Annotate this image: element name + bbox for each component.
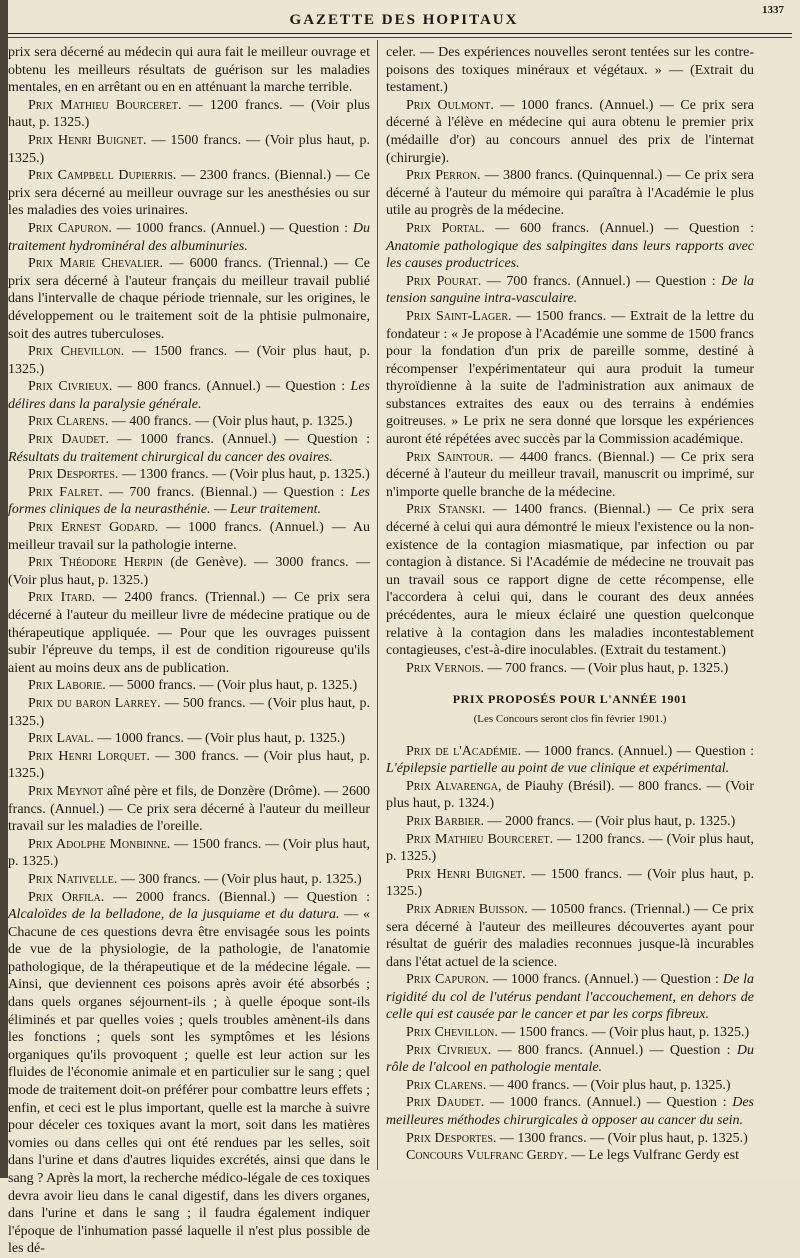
prize-entry [386,1077,754,1095]
prize-text: — 2300 francs. (Biennal.) — Ce prix sera décerné au meilleur ouvrage sur les anesthésies ou sur les maladies des voies urinaires. [8,168,370,219]
prize-name: Prix Théodore Herpin [28,555,163,571]
prize-entry [8,255,370,343]
prize-text: (de Genève). — 3000 francs. — (Voir plus haut, p. 1325.) [8,555,370,588]
prize-question: Résultats du traitement chirurgical du cancer des ovaires. [8,449,333,465]
prize-name: Prix Campbell Dupierris. [28,168,177,184]
prize-entry [386,778,754,813]
prize-name: Prix Daudet. [28,432,109,448]
prize-entry [386,901,754,971]
prize-name: Prix Vernois. [406,660,484,676]
prize-name: Prix Chevillon. [406,1025,498,1041]
prize-text: — 1500 francs. — (Voir plus haut, p. 1325.) [386,866,754,900]
section-heading: PRIX PROPOSÉS POUR L'ANNÉE 1901 [452,692,688,707]
prize-name: Prix Civrieux. [28,379,113,395]
prize-entry [386,866,754,901]
prize-name: Prix Adolphe Monbinne. [28,836,171,852]
section-note: (Les Concours seront clos fin février 1901.) [473,712,667,725]
prize-entry [8,783,370,836]
prize-text: — 2000 francs. (Biennal.) — Question : [104,889,370,905]
prize-name: Prix Laval. [28,731,94,747]
prize-text: — Le legs Vulfranc Gerdy est [567,1148,740,1164]
prize-entry [8,836,370,871]
prize-text: — 1000 francs. (Annuel.) — Ce prix sera décerné à l'élève en médecine qui aura obtenu le premier prix (médaille d'or) au concours annuel des prix de l'internat (chirurgie). [386,97,754,166]
prize-text: — 400 francs. — (Voir plus haut, p. 1325.) [486,1077,731,1093]
prize-text: — 1000 francs. (Annuel.) — Au meilleur travail sur la pathologie interne. [8,520,370,553]
prize-text: — 700 francs. — (Voir plus haut, p. 1325.) [483,660,729,676]
prize-entry [8,730,370,748]
prize-text: — 1300 francs. — (Voir plus haut, p. 1325.) [118,467,370,483]
prize-text: celer. — Des expériences nouvelles seront tentées sur les contre-poisons des toxiques minéraux et végétaux. » — (Extrait du testament.) [386,45,754,96]
prize-text: — 1500 francs. — (Voir plus haut, p. 1325.) [8,344,370,377]
prize-question: Les délires dans la paralysie générale. [8,379,370,412]
column-divider [377,40,378,1170]
prize-entry [8,167,370,220]
prize-entry [386,743,754,778]
prize-text: — 800 francs. (Annuel.) — Question : [491,1042,737,1058]
prize-entry [386,167,754,220]
prize-entry [8,589,370,677]
prize-entry [386,1042,754,1077]
prize-entry [386,1130,754,1148]
prize-name: Prix Chevillon. [28,344,125,360]
prize-name: Prix Saint-Lager. [406,308,512,324]
prize-text: — 500 francs. — (Voir plus haut, p. 1325.) [8,695,370,729]
prize-question: L'épilepsie partielle au point de vue clinique et expérimental. [386,761,730,777]
prize-entry [8,413,370,431]
prize-question: Anatomie pathologique des salpingites dans leurs rapports avec les causes productrices. [386,238,754,272]
prize-entry [386,501,754,659]
prize-entry [8,378,370,413]
prize-text: — 1400 francs. (Biennal.) — Ce prix sera décerné à celui qui aura démontré le mieux l'existence ou la non-existence de la contagion miasmatique, par infection ou par contagion à distance. Si l'Académie de médecine ne trouvait pas un travail sous ce rapport digne de cette récompense, elle l'accordera à celui qui, dans le courant des deux années précédentes, aura le mieux éclairé une question quelconque relative à la contagion dans les maladies incontestablement contagieuses, c'est-à-dire inoculables. (Extrait du testament.) [386,502,754,659]
right-column [386,44,754,1165]
prize-name: Prix Clarens. [406,1077,487,1093]
prize-name: Prix de l'Académie. [406,743,521,759]
prize-entry [8,889,370,1258]
prize-name: Prix Mathieu Bourceret. [28,97,182,113]
prize-text: — 1500 francs. — (Voir plus haut, p. 1325.) [8,836,370,870]
prize-entry [8,132,370,167]
prize-text: — 6000 francs. (Triennal.) — Ce prix sera décerné à l'auteur français du meilleur travail publié dans l'intervalle de chaque période triennale, sur les origines, le développement ou le traitement soit de la phtisie pulmonaire, soit des autres tuberculoses. [8,256,370,342]
right-column-prizes-1900 [386,44,754,677]
prize-name: Prix Desportes. [28,467,119,483]
prize-text: — 4400 francs. (Biennal.) — Ce prix sera décerné à l'auteur du meilleur travail, manuscrit ou imprimé, sur n'importe quelle branche de la médecine. [386,449,755,500]
prize-entry [386,97,754,167]
prize-text: — 1200 francs. — (Voir plus haut, p. 1325.) [386,831,754,865]
prize-entry [386,220,754,273]
prize-entry [8,431,370,466]
prize-question: Du rôle de l'alcool en pathologie mentale. [386,1042,755,1076]
header-rule [8,33,792,34]
prize-text: — 2000 francs. — (Voir plus haut, p. 1325.) [484,813,736,829]
header-rule-thin [8,37,792,38]
prize-question: De la tension sanguine intra-vasculaire. [386,273,754,307]
prize-question: Des meilleures méthodes chirurgicales à opposer au cancer du sein. [386,1095,755,1129]
prize-text: — 1000 francs. (Annuel.) — Question : [111,220,353,236]
prize-text: — 700 francs. (Annuel.) — Question : [481,273,722,289]
prize-name: Prix Alvarenga, [406,778,502,794]
prize-text: prix sera décerné au médecin qui aura fait le meilleur ouvrage et obtenu les meilleurs résultats de guérison sur les maladies mentales, en en arrêtant ou en en atténuant la marche terrible. [8,45,370,96]
prize-entry [386,831,754,866]
prize-text: — 5000 francs. — (Voir plus haut, p. 1325.) [105,678,358,694]
prize-name: Prix Itard. [28,590,96,606]
prize-name: Prix du baron Larrey. [28,695,161,711]
prize-entry [386,660,754,678]
prize-text: — 1500 francs. — Extrait de la lettre du fondateur : « Je propose à l'Académie une somme de 1500 francs pour la fondation d'un prix de pareille somme, destiné à récompenser l'expérimentateur qui aura produit la tumeur thyroïdienne à la suite de l'administration aux animaux de substances extraites des eaux ou des terrains à endémies goitreuses. » Le prix ne sera donné que lorsque les expériences auront été répétées avec succès par la Commission académique. [386,308,754,448]
prize-entry [386,1147,754,1165]
prize-question: Du traitement hydrominéral des albuminuries. [8,220,370,254]
prize-name: Prix Henri Buignet. [406,866,526,882]
prize-name: Concours Vulfranc Gerdy. [406,1148,568,1164]
prize-entry [8,44,370,97]
prize-entry [8,554,370,589]
prize-entry [8,466,370,484]
prize-name: Prix Oulmont. [406,97,494,113]
prize-entry [386,44,754,97]
prize-entry [8,677,370,695]
prize-entry [386,449,754,502]
prize-entry [8,97,370,132]
prize-entry [8,484,370,519]
prize-name: Prix Pourat. [406,273,482,289]
prize-name: Prix Saintour. [406,449,494,465]
page-header [8,4,800,34]
prize-question: Les formes cliniques de la neurasthénie. — Leur traitement. [8,484,370,518]
prize-text: — 1300 francs. — (Voir plus haut, p. 1325.) [496,1130,748,1146]
prize-text: de Piauhy (Brésil). — 800 francs. — (Voir plus haut, p. 1324.) [386,778,754,812]
prize-text: — 1000 francs. (Annuel.) — Question : [488,972,723,988]
prize-text: aîné père et fils, de Donzère (Drôme). — 2600 francs. (Annuel.) — Ce prix sera décerné à l'auteur du meilleur travail sur les maladies de l'oreille. [8,783,371,835]
prize-entry [8,871,370,889]
binding-gutter [0,0,8,1178]
prize-text: — 1000 francs. (Annuel.) — Question : [520,743,754,759]
prize-text: — 300 francs. — (Voir plus haut, p. 1325.) [117,871,362,887]
prize-name: Prix Capuron. [28,220,112,236]
prize-name: Prix Adrien Buisson. [406,901,528,917]
prize-text: — 2400 francs. (Triennal.) — Ce prix sera décerné à l'auteur du meilleur livre de médecine pratique ou de thérapeutique appliquée. — Pour que les ouvrages puissent subir l'épreuve du temps, il est de condition rigoureuse qu'ils aient au moins deux ans de publication. [8,590,370,676]
prize-name: Prix Portal. [406,220,485,236]
prize-question: Alcaloïdes de la belladone, de la jusquiame et du datura. [8,907,340,923]
prize-text: — 3800 francs. (Quinquennal.) — Ce prix sera décerné à l'auteur du mémoire qui paraîtra à l'Académie le plus utile au progrès de la médecine. [386,168,755,219]
prize-name: Prix Barbier. [406,813,485,829]
prize-name: Prix Daudet. [406,1095,485,1111]
prize-name: Prix Capuron. [406,972,489,988]
prize-entry [386,308,754,449]
prize-text: — 1000 francs. (Annuel.) — Question : [484,1095,733,1111]
prize-question: De la rigidité du col de l'utérus pendant l'accouchement, en dehors de celle qui est causée par le cancer et par les corps fibreux. [386,972,755,1023]
prize-name: Prix Clarens. [28,414,109,430]
prize-text: — 700 francs. (Biennal.) — Question : [102,484,351,500]
prize-entry [386,971,754,1024]
prize-name: Prix Falret. [28,484,103,500]
running-title: GAZETTE DES HOPITAUX [289,12,519,28]
prize-text: — 1000 francs. — (Voir plus haut, p. 1325.) [93,731,346,747]
prize-name: Prix Henri Buignet. [28,132,147,148]
right-column-prizes-1901 [386,743,754,1165]
prize-name: Prix Perron. [406,168,481,184]
prize-entry [386,813,754,831]
prize-text: — 300 francs. — (Voir plus haut, p. 1325.) [8,748,370,782]
prize-name: Prix Civrieux. [406,1042,492,1058]
prize-entry [386,1094,754,1129]
prize-entry [8,748,370,783]
prize-name: Prix Marie Chevalier. [28,256,163,272]
page-number: 1337 [762,4,784,16]
prize-name: Prix Laborie. [28,678,106,694]
prize-text: — 400 francs. — (Voir plus haut, p. 1325.) [108,414,353,430]
prize-name: Prix Henri Lorquet. [28,748,150,764]
prize-text: — 10500 francs. (Triennal.) — Ce prix sera décerné à l'auteur des meilleures découvertes ayant pour résultat de guérir des maladies reconnues jusque-là incurables dans l'état actuel de la science. [386,901,754,970]
prize-text: — 1200 francs. — (Voir plus haut, p. 1325.) [8,97,370,131]
prize-entry [386,1024,754,1042]
prize-name: Prix Stanski. [406,502,486,518]
prize-text: — 1000 francs. (Annuel.) — Question : [108,432,370,448]
prize-name: Prix Nativelle. [28,871,118,887]
prize-name: Prix Mathieu Bourceret. [406,831,554,847]
prize-text: — 1500 francs. — (Voir plus haut, p. 1325.) [497,1025,750,1041]
prize-text: — 800 francs. (Annuel.) — Question : [112,379,351,395]
prize-entry [8,519,370,554]
prize-entry [8,695,370,730]
left-column [8,44,370,1258]
prize-name: Prix Desportes. [406,1130,497,1146]
prize-text: — 600 francs. (Annuel.) — Question : [484,220,754,236]
prize-name: Prix Meynot [28,783,104,799]
prize-text: — 1500 francs. — (Voir plus haut, p. 1325.) [8,132,370,166]
prize-entry [8,343,370,378]
prize-entry [386,273,754,308]
prize-text-cont: — « Chacune de ces questions devra être envisagée sous les points de vue de la physiologie, de la pathologie, de l'anatomie pathologique, de la thérapeutique et de la médecine légale. — Ainsi, que deviennent ces poisons après avoir été absorbés ; dans quels organes séjournent-ils ; à quelle époque sont-ils éliminés et par quelles voies ; quels troubles amènent-ils dans les fonctions ; quels sont les symptômes et les lésions organiques qu'ils provoquent ; quelle est leur action sur les fluides de l'économie animale et en particulier sur le sang ; quel mode de traitement doit-on préférer pour combattre leurs effets ; enfin, et ceci est le plus important, quelle est la marche à suivre pour déceler ces toxiques avant la mort, soit dans les matières vomies ou dans celles qui ont été rendues par les selles, soit dans l'urine et dans d'autres liquides excrétés, ainsi que dans le sang ? Après la mort, la recherche médico-légale de ces toxiques devra avoir lieu dans le canal digestif, dans les divers organes, dans l'urine et dans le sang ; il faudra également indiquer l'époque de l'inhumation passé laquelle il n'est plus possible de les dé- [8,907,370,1257]
prize-name: Prix Orfila. [28,889,105,905]
prize-entry [8,220,370,255]
prize-name: Prix Ernest Godard. [28,520,159,536]
